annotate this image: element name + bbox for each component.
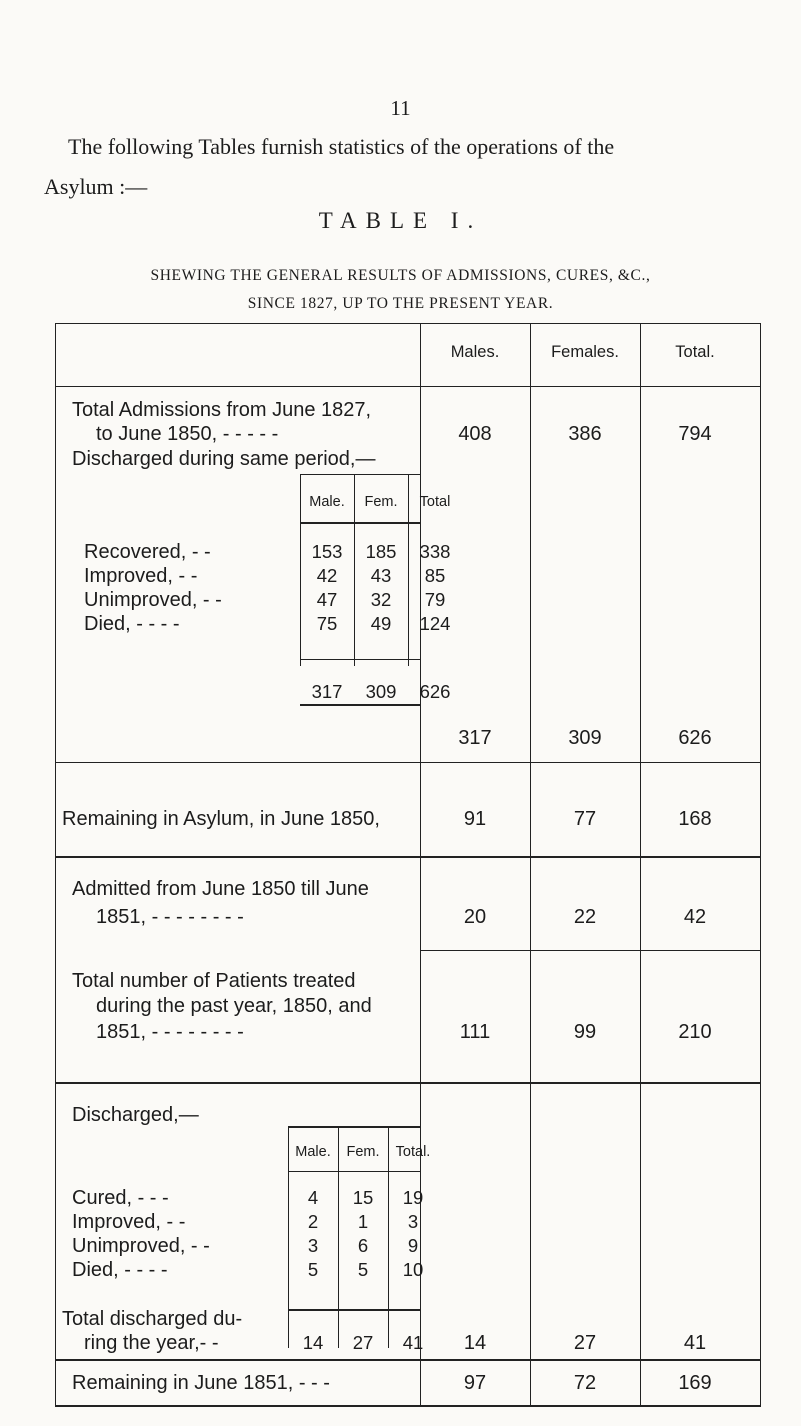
- sub1-row-total: 124: [419, 612, 451, 634]
- admitted-label-line-1: Admitted from June 1850 till June: [72, 878, 369, 901]
- remaining-1851-males: 97: [463, 1372, 487, 1395]
- treated-females: 99: [573, 1020, 597, 1043]
- sub1-row-male: 47: [316, 589, 338, 610]
- discharged-year-label: Discharged,—: [72, 1104, 199, 1127]
- sub1-row-male: 153: [311, 541, 343, 563]
- sub2-row-male: 5: [307, 1258, 319, 1280]
- remaining-1850-males: 91: [463, 807, 487, 830]
- sub2-row-male: 4: [307, 1187, 319, 1209]
- sub1-row-label: Died, - - - -: [84, 612, 180, 635]
- sub1-sum-fem: 309: [365, 680, 397, 702]
- remaining-1851-females: 72: [573, 1372, 597, 1395]
- discharged-total: 626: [678, 727, 712, 750]
- sub1-row-label: Improved, - -: [84, 565, 198, 588]
- discharged-females: 309: [568, 727, 602, 750]
- remaining-1851-total: 169: [678, 1372, 712, 1395]
- sub1-row-label: Unimproved, - -: [84, 589, 222, 611]
- sub1-fem-header: Fem.: [364, 493, 398, 510]
- sub2-male-header: Male.: [295, 1143, 331, 1160]
- sub2-row-label: Improved, - -: [72, 1211, 186, 1234]
- table-subtitle-line-2: SINCE 1827, UP TO THE PRESENT YEAR.: [247, 295, 554, 312]
- intro-line-1: The following Tables furnish statistics of the operations of the: [68, 134, 615, 159]
- females-column-header: Females.: [551, 342, 619, 361]
- sub2-row-fem: 6: [357, 1235, 369, 1256]
- admitted-females: 22: [573, 905, 597, 928]
- table-title: TABLE I.: [318, 208, 483, 233]
- sub1-sum-male: 317: [311, 680, 343, 702]
- sub2-row-total: 10: [402, 1258, 424, 1280]
- treated-males: 111: [459, 1020, 491, 1043]
- sub2-row-fem: 15: [352, 1187, 374, 1209]
- remaining-1851-label: Remaining in June 1851, - - -: [72, 1372, 330, 1395]
- treated-total: 210: [678, 1020, 712, 1043]
- sub2-row-total: 19: [402, 1187, 424, 1209]
- discharged-during-period-label: Discharged during same period,—: [72, 448, 376, 471]
- sub1-male-header: Male.: [309, 493, 345, 510]
- discharged-males: 317: [458, 727, 492, 750]
- total-discharged-fem: 27: [352, 1331, 374, 1353]
- sub2-row-total: 9: [407, 1235, 419, 1256]
- total-discharged-total: 41: [402, 1331, 424, 1353]
- total-discharged-females: 27: [573, 1331, 597, 1354]
- males-column-header: Males.: [450, 342, 500, 361]
- sub1-row-male: 42: [316, 565, 338, 587]
- total-discharged-label-line-2: ring the year,- -: [84, 1331, 219, 1354]
- sub1-total-header: Total: [419, 493, 451, 510]
- treated-label-line-3: 1851, - - - - - - - -: [96, 1020, 244, 1043]
- intro-line-2: Asylum :—: [44, 174, 148, 199]
- sub2-fem-header: Fem.: [346, 1143, 380, 1160]
- total-discharged-grand-total: 41: [683, 1331, 707, 1354]
- remaining-1850-females: 77: [573, 807, 597, 830]
- remaining-1850-label: Remaining in Asylum, in June 1850,: [62, 807, 380, 830]
- admissions-label-line-1: Total Admissions from June 1827,: [72, 398, 372, 421]
- admitted-total: 42: [683, 905, 707, 928]
- sub2-row-total: 3: [407, 1211, 419, 1233]
- admissions-total: 794: [678, 423, 712, 446]
- admissions-males: 408: [458, 423, 492, 446]
- sub1-row-fem: 43: [370, 565, 392, 587]
- sub2-row-label: Cured, - - -: [72, 1187, 169, 1210]
- sub1-row-total: 85: [424, 565, 446, 587]
- total-column-header: Total.: [675, 342, 715, 361]
- sub1-row-fem: 185: [365, 541, 397, 563]
- sub1-row-fem: 32: [370, 589, 392, 610]
- sub2-row-label: Died, - - - -: [72, 1258, 168, 1281]
- admitted-males: 20: [463, 905, 487, 928]
- sub2-row-fem: 5: [357, 1258, 369, 1280]
- sub2-row-male: 2: [307, 1211, 319, 1233]
- sub2-row-fem: 1: [357, 1211, 369, 1233]
- sub2-total-header: Total.: [395, 1143, 431, 1160]
- treated-label-line-2: during the past year, 1850, and: [96, 995, 372, 1018]
- treated-label-line-1: Total number of Patients treated: [72, 969, 356, 992]
- remaining-1850-total: 168: [678, 807, 712, 830]
- admissions-females: 386: [568, 423, 602, 446]
- sub1-row-label: Recovered, - -: [84, 541, 211, 564]
- page-number: 11: [390, 96, 411, 120]
- sub2-row-male: 3: [307, 1235, 319, 1256]
- admissions-label-line-2: to June 1850, - - - - -: [96, 423, 279, 446]
- total-discharged-male: 14: [302, 1331, 324, 1353]
- admitted-label-line-2: 1851, - - - - - - - -: [96, 905, 244, 928]
- sub1-row-male: 75: [316, 612, 338, 634]
- sub2-row-label: Unimproved, - -: [72, 1235, 210, 1257]
- sub1-row-total: 79: [424, 589, 446, 610]
- total-discharged-males: 14: [463, 1331, 487, 1354]
- total-discharged-label-line-1: Total discharged du-: [62, 1308, 243, 1331]
- table-subtitle-line-1: SHEWING THE GENERAL RESULTS OF ADMISSIONS, CURES, &C.,: [150, 267, 651, 284]
- sub1-row-total: 338: [419, 541, 451, 563]
- sub1-row-fem: 49: [370, 612, 392, 634]
- sub1-sum-total: 626: [419, 680, 451, 702]
